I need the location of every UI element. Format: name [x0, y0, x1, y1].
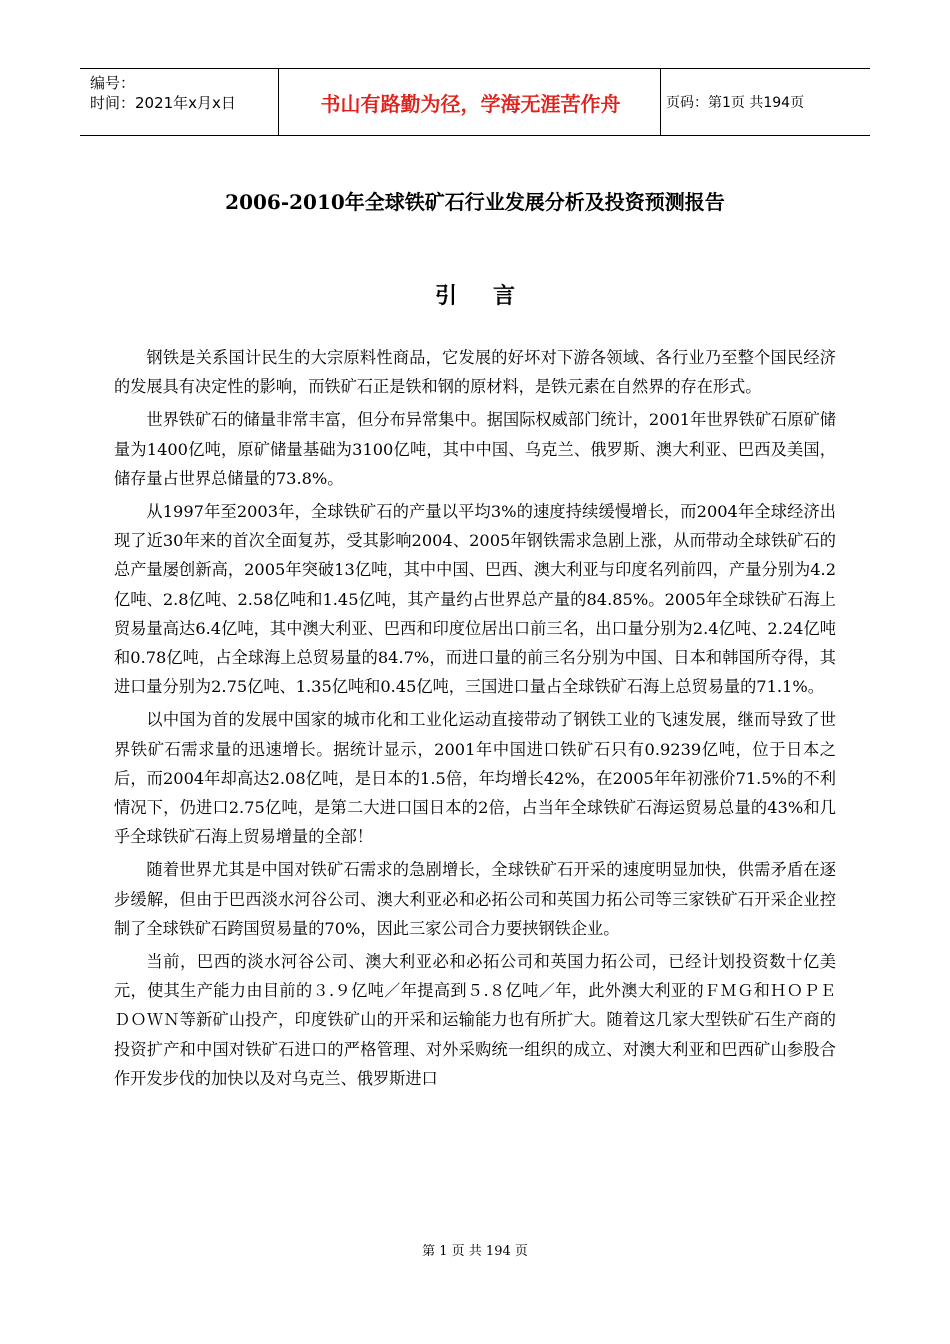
- document-time: 时间：2021年x月x日: [90, 94, 236, 112]
- paragraph-2: 世界铁矿石的储量非常丰富，但分布异常集中。据国际权威部门统计，2001年世界铁矿石原矿储量为1400亿吨，原矿储量基础为3100亿吨，其中中国、乌克兰、俄罗斯、澳大利亚、巴西及美国，储存量占世界总储量的73.8%。: [114, 410, 836, 488]
- paragraph-5: 随着世界尤其是中国对铁矿石需求的急剧增长，全球铁矿石开采的速度明显加快，供需矛盾在逐步缓解，但由于巴西淡水河谷公司、澳大利亚必和必拓公司和英国力拓公司等三家铁矿石开采企业控制了全球铁矿石跨国贸易量的70%，因此三家公司合力要挟钢铁企业。: [114, 860, 836, 938]
- header-meta: [90, 73, 280, 113]
- header-divider-right: [660, 69, 661, 135]
- header-motto: 书山有路勤为径，学海无涯苦作舟: [320, 91, 621, 116]
- header-table: [80, 68, 870, 136]
- document-number-label: 编号：: [90, 74, 136, 92]
- paragraph-3: 从1997年至2003年，全球铁矿石的产量以平均3%的速度持续缓慢增长，而2004年全球经济出现了近30年来的首次全面复苏，受其影响2004、2005年钢铁需求急剧上涨，从而带动全球铁矿石的总产量屡创新高，2005年突破13亿吨，其中中国、巴西、澳大利亚与印度名列前四，产量分别为4.2亿吨、2.8亿吨、2.58亿吨和1.45亿吨，其产量约占世界总产量的84.85%。2005年全球铁矿石海上贸易量高达6.4亿吨，其中澳大利亚、巴西和印度位居出口前三名，出口量分别为2.4亿吨、2.24亿吨和0.78亿吨，占全球海上总贸易量的84.7%，而进口量的前三名分别为中国、日本和韩国所夺得，其进口量分别为2.75亿吨、1.35亿吨和0.45亿吨，三国进口量占全球铁矿石海上总贸易量的71.1%。: [114, 502, 836, 697]
- section-title: 引言: [434, 283, 551, 309]
- page-footer: 第 1 页 共 194 页: [422, 1244, 528, 1259]
- paragraph-6: 当前，巴西的淡水河谷公司、澳大利亚必和必拓公司和英国力拓公司，已经计划投资数十亿美元，使其生产能力由目前的３.９亿吨／年提高到５.８亿吨／年，此外澳大利亚的ＦＭＧ和ＨＯＰＥＤＯＷＮ等新矿山投产，印度铁矿山的开采和运输能力也有所扩大。随着这几家大型铁矿石生产商的投资扩产和中国对铁矿石进口的严格管理、对外采购统一组织的成立、对澳大利亚和巴西矿山参股合作开发步伐的加快以及对乌克兰、俄罗斯进口: [114, 952, 836, 1088]
- document-body: [114, 343, 836, 1097]
- header-divider-left: [278, 69, 279, 135]
- document-title: 2006-2010年全球铁矿石行业发展分析及投资预测报告: [225, 190, 725, 214]
- paragraph-1: 钢铁是关系国计民生的大宗原料性商品，它发展的好坏对下游各领域、各行业乃至整个国民经济的发展具有决定性的影响，而铁矿石正是铁和钢的原材料，是铁元素在自然界的存在形式。: [114, 348, 836, 397]
- header-page-info: 页码：第1页 共194页: [666, 95, 805, 111]
- paragraph-4: 以中国为首的发展中国家的城市化和工业化运动直接带动了钢铁工业的飞速发展，继而导致了世界铁矿石需求量的迅速增长。据统计显示，2001年中国进口铁矿石只有0.9239亿吨，位于日本之后，而2004年却高达2.08亿吨，是日本的1.5倍，年均增长42%，在2005年年初涨价71.5%的不利情况下，仍进口2.75亿吨，是第二大进口国日本的2倍，占当年全球铁矿石海运贸易总量的43%和几乎全球铁矿石海上贸易增量的全部！: [114, 710, 836, 847]
